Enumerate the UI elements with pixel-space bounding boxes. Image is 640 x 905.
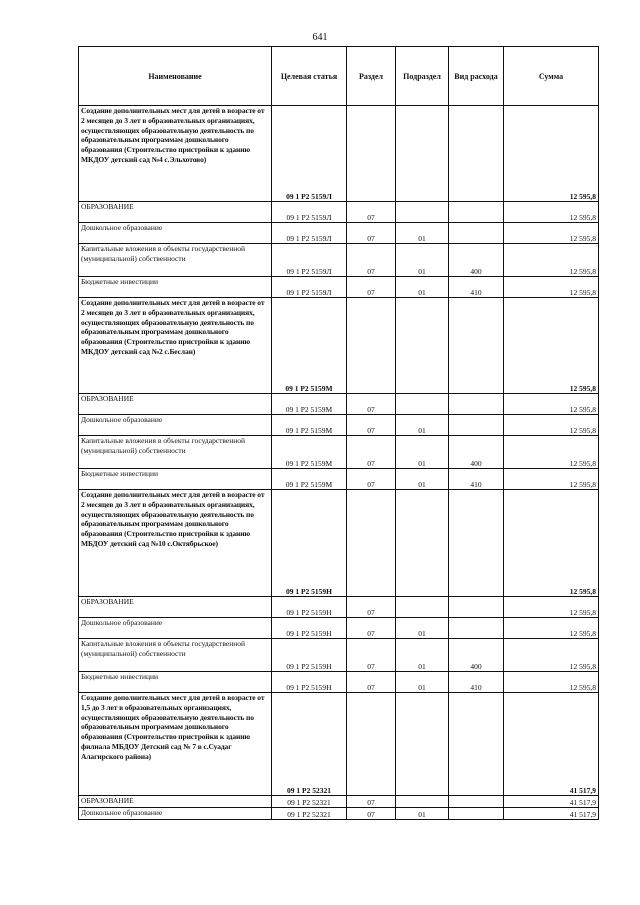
cell-section: 07 xyxy=(347,672,396,693)
cell-name: Бюджетные инвестиции xyxy=(79,469,272,490)
table-row xyxy=(79,796,599,808)
table-row xyxy=(79,672,599,693)
cell-section: 07 xyxy=(347,415,396,436)
cell-section: 07 xyxy=(347,244,396,277)
cell-name: Создание дополнительных мест для детей в возрасте от 1,5 до 3 лет в образовательных организациях, осуществляющих образовательную деятельность по образовательным программам дошкольного образования (Строительство пристройки к зданию филиала МБДОУ Детский сад № 7 в с.Суадаг Алагирского района) xyxy=(79,693,272,796)
cell-section: 07 xyxy=(347,597,396,618)
cell-section: 07 xyxy=(347,394,396,415)
cell-sum: 12 595,8 xyxy=(504,277,599,298)
page-number: 641 xyxy=(312,32,328,43)
cell-target: 09 1 P2 52321 xyxy=(272,808,347,820)
cell-target: 09 1 P2 5159Л xyxy=(272,202,347,223)
cell-target: 09 1 P2 5159М xyxy=(272,394,347,415)
cell-name: Капитальные вложения в объекты государственной (муниципальной) собственности xyxy=(79,436,272,469)
table-row xyxy=(79,693,599,796)
cell-section: 07 xyxy=(347,436,396,469)
cell-name: ОБРАЗОВАНИЕ xyxy=(79,394,272,415)
table-row xyxy=(79,808,599,820)
cell-sum: 12 595,8 xyxy=(504,490,599,597)
cell-expense-type: 410 xyxy=(449,469,504,490)
table-row xyxy=(79,277,599,298)
cell-target: 09 1 P2 52321 xyxy=(272,796,347,808)
cell-section: 07 xyxy=(347,277,396,298)
cell-sum: 12 595,8 xyxy=(504,244,599,277)
cell-subsection: 01 xyxy=(396,672,449,693)
header-sum: Сумма xyxy=(504,47,599,106)
table-row xyxy=(79,298,599,394)
cell-name: Создание дополнительных мест для детей в возрасте от 2 месяцев до 3 лет в образовательных организациях, осуществляющих образовательную деятельность по образовательным программам дошкольного образования (Строительство пристройки к зданию МКДОУ детский сад №4 с.Эльхотово) xyxy=(79,106,272,202)
cell-expense-type xyxy=(449,298,504,394)
cell-target: 09 1 P2 5159Н xyxy=(272,490,347,597)
cell-subsection xyxy=(396,202,449,223)
cell-section: 07 xyxy=(347,796,396,808)
cell-target: 09 1 P2 5159Н xyxy=(272,618,347,639)
cell-name: Бюджетные инвестиции xyxy=(79,672,272,693)
cell-target: 09 1 P2 5159М xyxy=(272,469,347,490)
header-section: Раздел xyxy=(347,47,396,106)
cell-expense-type xyxy=(449,223,504,244)
table-row xyxy=(79,490,599,597)
cell-subsection: 01 xyxy=(396,469,449,490)
table-row xyxy=(79,436,599,469)
table-row xyxy=(79,618,599,639)
cell-subsection xyxy=(396,106,449,202)
cell-expense-type xyxy=(449,618,504,639)
table-row xyxy=(79,106,599,202)
cell-expense-type: 410 xyxy=(449,277,504,298)
table-row xyxy=(79,469,599,490)
cell-expense-type xyxy=(449,796,504,808)
header-subsection: Подраздел xyxy=(396,47,449,106)
cell-target: 09 1 P2 52321 xyxy=(272,693,347,796)
cell-name: ОБРАЗОВАНИЕ xyxy=(79,597,272,618)
cell-target: 09 1 P2 5159Н xyxy=(272,597,347,618)
cell-target: 09 1 P2 5159Л xyxy=(272,244,347,277)
cell-sum: 12 595,8 xyxy=(504,415,599,436)
cell-subsection: 01 xyxy=(396,223,449,244)
cell-expense-type: 400 xyxy=(449,244,504,277)
cell-name: Создание дополнительных мест для детей в возрасте от 2 месяцев до 3 лет в образовательных организациях, осуществляющих образовательную деятельность по образовательным программам дошкольного образования (Строительство пристройки к зданию МКДОУ детский сад №2 с.Беслан) xyxy=(79,298,272,394)
cell-section: 07 xyxy=(347,618,396,639)
cell-sum: 12 595,8 xyxy=(504,469,599,490)
cell-section xyxy=(347,693,396,796)
cell-subsection xyxy=(396,597,449,618)
cell-expense-type: 400 xyxy=(449,639,504,672)
cell-name: Капитальные вложения в объекты государственной (муниципальной) собственности xyxy=(79,244,272,277)
table-header-row xyxy=(79,47,599,106)
cell-subsection xyxy=(396,693,449,796)
cell-sum: 12 595,8 xyxy=(504,202,599,223)
cell-expense-type xyxy=(449,693,504,796)
cell-target: 09 1 P2 5159М xyxy=(272,415,347,436)
cell-subsection: 01 xyxy=(396,244,449,277)
cell-sum: 12 595,8 xyxy=(504,672,599,693)
header-name: Наименование xyxy=(79,47,272,106)
cell-name: Дошкольное образование xyxy=(79,808,272,820)
table-row xyxy=(79,394,599,415)
cell-sum: 12 595,8 xyxy=(504,394,599,415)
cell-name: Дошкольное образование xyxy=(79,223,272,244)
cell-name: Дошкольное образование xyxy=(79,618,272,639)
table-row xyxy=(79,244,599,277)
cell-sum: 41 517,9 xyxy=(504,808,599,820)
cell-subsection: 01 xyxy=(396,436,449,469)
cell-sum: 12 595,8 xyxy=(504,597,599,618)
cell-expense-type: 400 xyxy=(449,436,504,469)
cell-sum: 12 595,8 xyxy=(504,436,599,469)
table-row xyxy=(79,597,599,618)
cell-target: 09 1 P2 5159Л xyxy=(272,277,347,298)
cell-expense-type xyxy=(449,808,504,820)
cell-sum: 12 595,8 xyxy=(504,298,599,394)
cell-sum: 12 595,8 xyxy=(504,639,599,672)
cell-expense-type xyxy=(449,106,504,202)
cell-section: 07 xyxy=(347,223,396,244)
cell-name: ОБРАЗОВАНИЕ xyxy=(79,202,272,223)
table-row xyxy=(79,415,599,436)
cell-subsection: 01 xyxy=(396,639,449,672)
cell-name: Капитальные вложения в объекты государственной (муниципальной) собственности xyxy=(79,639,272,672)
cell-section: 07 xyxy=(347,202,396,223)
cell-target: 09 1 P2 5159Н xyxy=(272,639,347,672)
cell-name: Дошкольное образование xyxy=(79,415,272,436)
cell-name: Создание дополнительных мест для детей в возрасте от 2 месяцев до 3 лет в образовательных организациях, осуществляющих образовательную деятельность по образовательным программам дошкольного образования (Строительство пристройки к зданию МБДОУ детский сад №10 с.Октябрьское) xyxy=(79,490,272,597)
cell-subsection xyxy=(396,394,449,415)
cell-subsection: 01 xyxy=(396,808,449,820)
cell-subsection: 01 xyxy=(396,618,449,639)
cell-target: 09 1 P2 5159Л xyxy=(272,106,347,202)
cell-expense-type xyxy=(449,415,504,436)
table-row xyxy=(79,223,599,244)
cell-section xyxy=(347,298,396,394)
budget-table xyxy=(78,46,599,820)
cell-name: Бюджетные инвестиции xyxy=(79,277,272,298)
cell-sum: 41 517,9 xyxy=(504,693,599,796)
cell-expense-type xyxy=(449,394,504,415)
cell-subsection: 01 xyxy=(396,415,449,436)
cell-target: 09 1 P2 5159Н xyxy=(272,672,347,693)
cell-sum: 41 517,9 xyxy=(504,796,599,808)
cell-subsection xyxy=(396,490,449,597)
cell-section xyxy=(347,106,396,202)
header-target: Целевая статья xyxy=(272,47,347,106)
cell-sum: 12 595,8 xyxy=(504,106,599,202)
cell-expense-type: 410 xyxy=(449,672,504,693)
cell-target: 09 1 P2 5159М xyxy=(272,298,347,394)
table-row xyxy=(79,202,599,223)
cell-subsection xyxy=(396,298,449,394)
cell-subsection xyxy=(396,796,449,808)
cell-expense-type xyxy=(449,490,504,597)
cell-expense-type xyxy=(449,202,504,223)
cell-expense-type xyxy=(449,597,504,618)
cell-target: 09 1 P2 5159Л xyxy=(272,223,347,244)
cell-name: ОБРАЗОВАНИЕ xyxy=(79,796,272,808)
cell-sum: 12 595,8 xyxy=(504,223,599,244)
cell-target: 09 1 P2 5159М xyxy=(272,436,347,469)
cell-section: 07 xyxy=(347,469,396,490)
cell-section: 07 xyxy=(347,808,396,820)
header-expense-type: Вид расхода xyxy=(449,47,504,106)
cell-sum: 12 595,8 xyxy=(504,618,599,639)
table-row xyxy=(79,639,599,672)
cell-section: 07 xyxy=(347,639,396,672)
cell-section xyxy=(347,490,396,597)
cell-subsection: 01 xyxy=(396,277,449,298)
